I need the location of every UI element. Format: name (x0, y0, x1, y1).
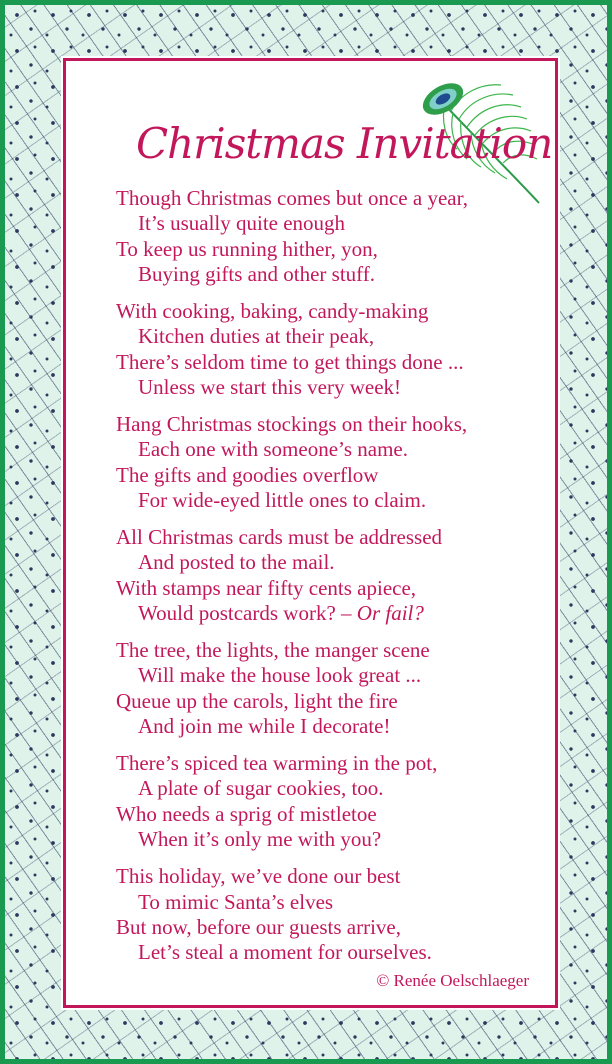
stanza (116, 186, 556, 288)
poem-line: There’s seldom time to get things done ... (116, 349, 464, 374)
poem-line: This holiday, we’ve done our best (116, 864, 401, 889)
poem-line-text: Would postcards work? – (138, 601, 352, 626)
stanza (116, 525, 556, 627)
poem-line: And join me while I decorate! (138, 714, 391, 739)
poem-body (116, 186, 556, 977)
poem-line: To keep us running hither, yon, (116, 236, 378, 261)
poem-title: Christmas Invitation (136, 119, 553, 168)
stanza (116, 638, 556, 740)
poem-line: With cooking, baking, candy-making (116, 299, 429, 324)
poem-line: To mimic Santa’s elves (138, 889, 334, 914)
poem-line: The tree, the lights, the manger scene (116, 638, 430, 663)
poem-line: There’s spiced tea warming in the pot, (116, 751, 438, 776)
poem-line: When it’s only me with you? (138, 827, 382, 852)
poem-line: Will make the house look great ... (138, 663, 422, 688)
poem-card (63, 58, 558, 1008)
poem-line: Each one with someone’s name. (138, 437, 409, 462)
stanza (116, 412, 556, 514)
copyright-notice: © Renée Oelschlaeger (376, 971, 529, 990)
poem-line-italic: Or fail? (356, 601, 424, 626)
stanza (116, 751, 556, 853)
poem-line: With stamps near fifty cents apiece, (116, 575, 417, 600)
poem-line: The gifts and goodies overflow (116, 462, 379, 487)
poem-line: Though Christmas comes but once a year, (116, 186, 468, 210)
poem-line: It’s usually quite enough (138, 211, 346, 236)
poem-line: And posted to the mail. (138, 550, 335, 575)
poem-line: All Christmas cards must be addressed (116, 525, 443, 550)
stanza (116, 864, 556, 966)
poem-line: Queue up the carols, light the fire (116, 688, 398, 713)
poem-line: But now, before our guests arrive, (116, 914, 401, 939)
poem-line: Hang Christmas stockings on their hooks, (116, 412, 468, 437)
poem-line: For wide-eyed little ones to claim. (138, 488, 427, 513)
poem-line (116, 601, 556, 626)
stanza (116, 299, 556, 401)
poem-line: Unless we start this very week! (138, 375, 402, 400)
poem-line: Buying gifts and other stuff. (138, 262, 376, 287)
poem-line: Kitchen duties at their peak, (138, 324, 375, 349)
poem-line: A plate of sugar cookies, too. (138, 776, 384, 801)
poem-line: Who needs a sprig of mistletoe (116, 801, 377, 826)
poem-line: Let’s steal a moment for ourselves. (138, 940, 432, 965)
